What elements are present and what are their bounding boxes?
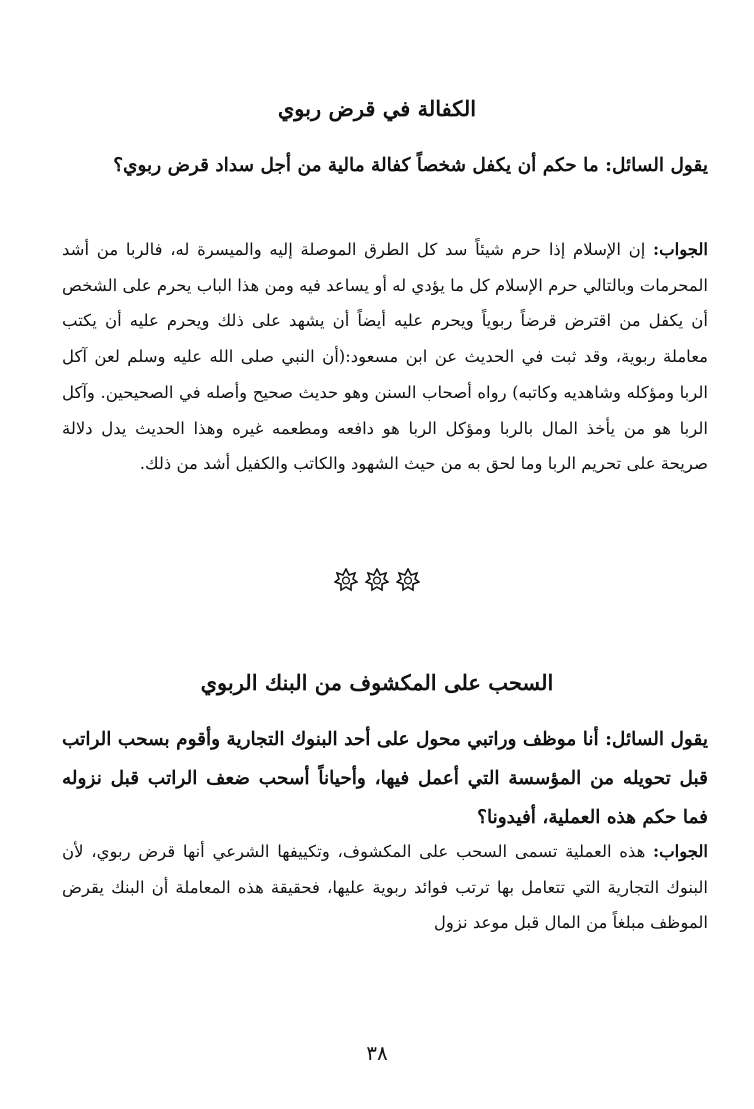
ornamental-separator [0,568,754,594]
page-number: ٣٨ [366,1041,388,1065]
star-ornament-icon [334,568,358,592]
section-1-title: الكفالة في قرض ربوي [277,96,477,121]
star-ornament-icon [396,568,420,592]
section-1-answer-text: إن الإسلام إذا حرم شيئاً سد كل الطرق الموصلة إليه والميسرة له، فالربا من أشد المحرمات وبالتالي حرم الإسلام كل ما يؤدي له أو يساعد فيه ومن هذا الباب يحرم على الشخص أن يكفل من اقترض قرضاً ربوياً ويحرم عليه أيضاً أن يشهد على ذلك ويحرم عليه أن يكتب معاملة ربوية، وقد ثبت في الحديث عن ابن مسعود:(أن النبي صلى الله عليه وسلم لعن آكل الربا ومؤكله وشاهديه وكاتبه) رواه أصحاب السنن وهو حديث صحيح وأصله في الصحيحين. وآكل الربا هو من يأخذ المال بالربا ومؤكل الربا هو دافعه ومطعمه غيره وهذا الحديث يدل دلالة صريحة على تحريم الربا وما لحق به من حيث الشهود والكاتب والكفيل أشد من ذلك. [62,240,708,474]
section-2-answer [62,834,708,941]
section-1-answer [62,232,708,482]
section-2-title: السحب على المكشوف من البنك الربوي [200,670,554,695]
section-1-answer-label: الجواب: [653,240,708,259]
section-2-answer-label: الجواب: [653,842,708,861]
section-2-answer-text: هذه العملية تسمى السحب على المكشوف، وتكييفها الشرعي أنها قرض ربوي، لأن البنوك التجارية التي تتعامل بها ترتب فوائد ربوية عليها، فحقيقة هذه المعاملة أن البنك يقرض الموظف مبلغاً من المال قبل موعد نزول [62,842,708,933]
star-ornament-icon [365,568,389,592]
section-1-question: يقول السائل: ما حكم أن يكفل شخصاً كفالة مالية من أجل سداد قرض ربوي؟ [113,155,708,176]
section-2-question: يقول السائل: أنا موظف وراتبي محول على أحد البنوك التجارية وأقوم بسحب الراتب قبل تحويله من المؤسسة التي أعمل فيها، وأحياناً أسحب ضعف الراتب قبل نزوله فما حكم هذه العملية، أفيدونا؟ [62,729,708,828]
